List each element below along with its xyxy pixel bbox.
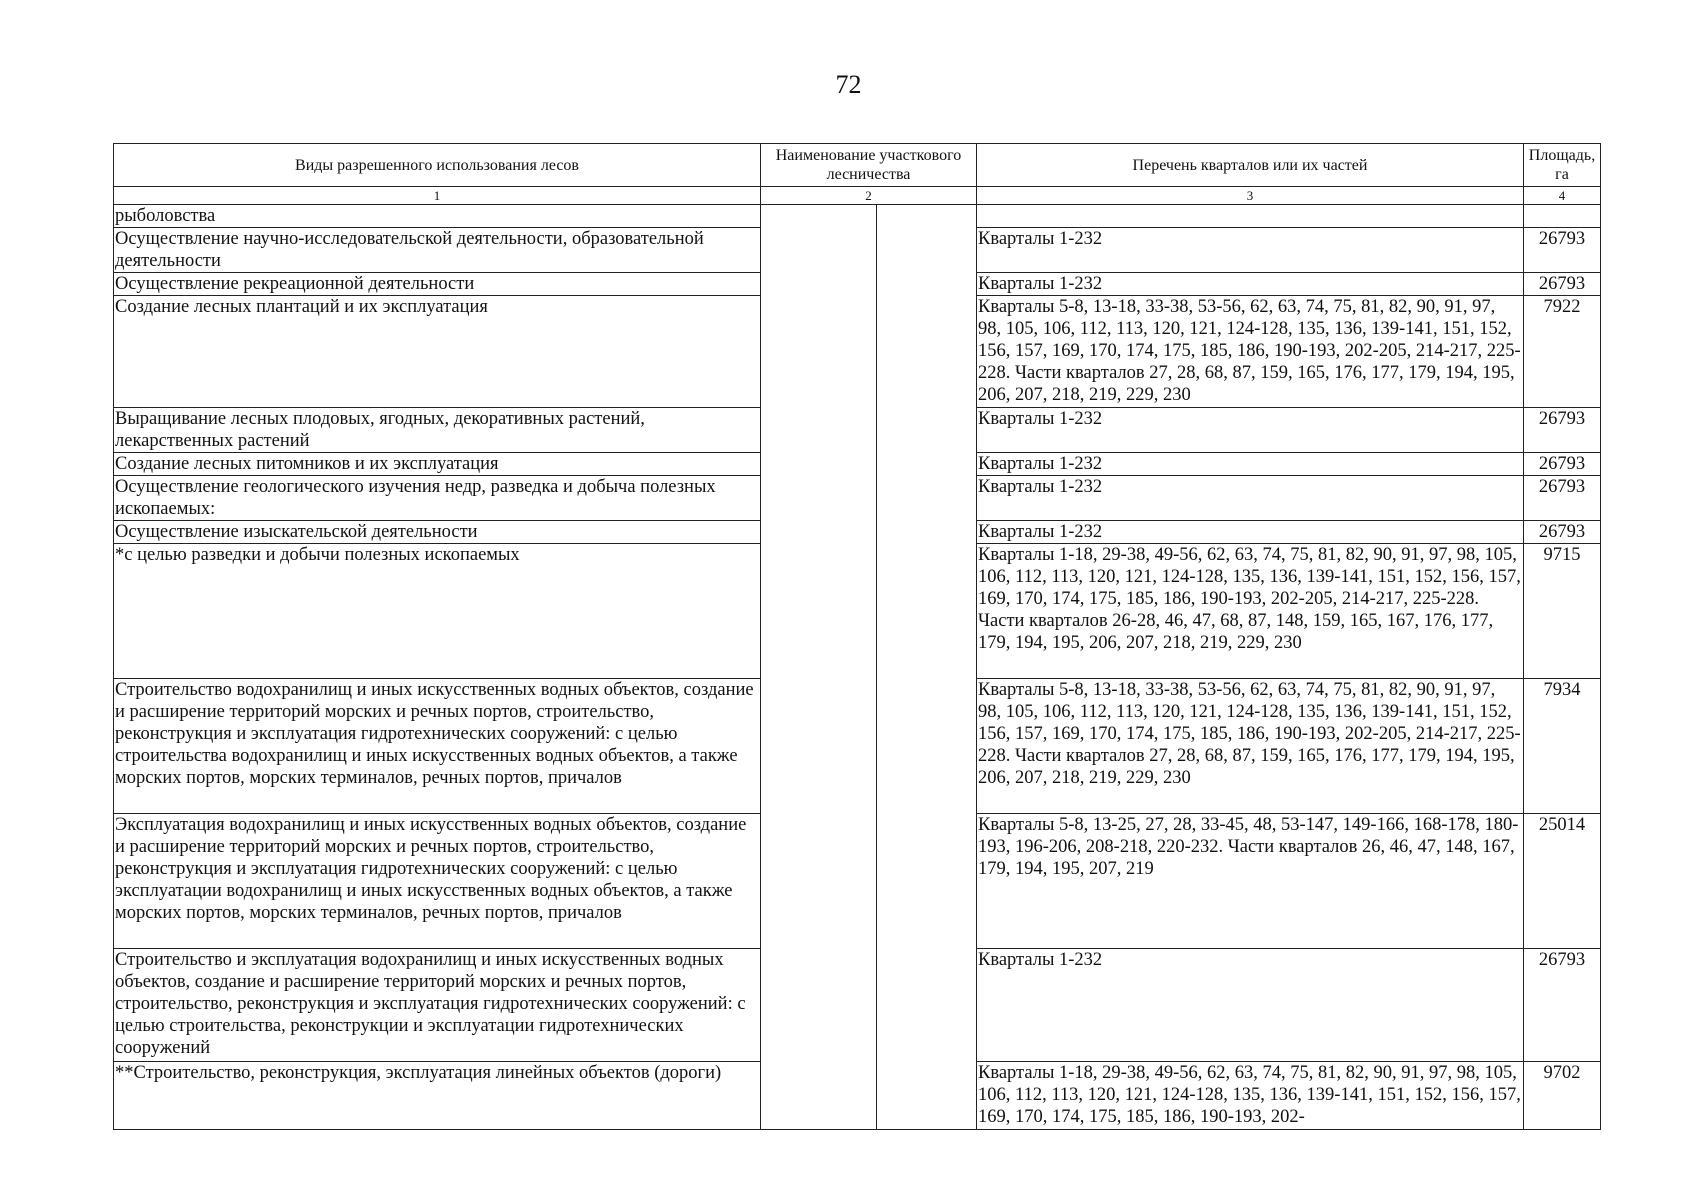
area-cell <box>1524 205 1601 228</box>
quarters-cell: Кварталы 1-232 <box>977 476 1524 521</box>
quarters-cell: Кварталы 5-8, 13-18, 33-38, 53-56, 62, 63, 74, 75, 81, 82, 90, 91, 97, 98, 105, 106, 112, 113, 120, 121, 124-128, 135, 136, 139-141, 151, 152, 156, 157, 169, 170, 174, 175, 185, 186, 190-193, 202-205, 214-217, 225-228. Части кварталов 27, 28, 68, 87, 159, 165, 176, 177, 179, 194, 195, 206, 207, 218, 219, 229, 230 <box>977 679 1524 814</box>
page-number: 72 <box>835 70 862 99</box>
area-cell: 26793 <box>1524 228 1601 273</box>
district-cell <box>761 205 977 1130</box>
use-cell: Осуществление изыскательской деятельности <box>114 521 761 544</box>
area-cell: 26793 <box>1524 949 1601 1062</box>
use-cell: Эксплуатация водохранилищ и иных искусственных водных объектов, создание и расширение территорий морских и речных портов, строительство, реконструкция и эксплуатация гидротехнических сооружений: с целью эксплуатации водохранилищ и иных искусственных водных объектов, а также морских портов, морских терминалов, речных портов, причалов <box>114 814 761 949</box>
area-cell: 26793 <box>1524 273 1601 296</box>
area-cell: 26793 <box>1524 453 1601 476</box>
use-cell: **Строительство, реконструкция, эксплуатация линейных объектов (дороги) <box>114 1062 761 1130</box>
quarters-cell: Кварталы 1-232 <box>977 949 1524 1062</box>
area-cell: 9715 <box>1524 544 1601 679</box>
use-cell: Строительство водохранилищ и иных искусственных водных объектов, создание и расширение территорий морских и речных портов, строительство, реконструкция и эксплуатация гидротехнических сооружений: с целью строительства водохранилищ и иных искусственных водных объектов, а также морских портов, морских терминалов, речных портов, причалов <box>114 679 761 814</box>
quarters-cell <box>977 205 1524 228</box>
column-divider <box>876 205 877 1129</box>
area-cell: 25014 <box>1524 814 1601 949</box>
column-number-1: 1 <box>114 187 761 205</box>
use-cell: Создание лесных питомников и их эксплуатация <box>114 453 761 476</box>
header-row <box>114 144 1601 187</box>
area-cell: 7934 <box>1524 679 1601 814</box>
quarters-cell: Кварталы 1-18, 29-38, 49-56, 62, 63, 74, 75, 81, 82, 90, 91, 97, 98, 105, 106, 112, 113, 120, 121, 124-128, 135, 136, 139-141, 151, 152, 156, 157, 169, 170, 174, 175, 185, 186, 190-193, 202- <box>977 1062 1524 1130</box>
area-cell: 26793 <box>1524 408 1601 453</box>
quarters-cell: Кварталы 5-8, 13-25, 27, 28, 33-45, 48, 53-147, 149-166, 168-178, 180-193, 196-206, 208-218, 220-232. Части кварталов 26, 46, 47, 148, 167, 179, 194, 195, 207, 219 <box>977 814 1524 949</box>
column-number-4: 4 <box>1524 187 1601 205</box>
quarters-cell: Кварталы 1-232 <box>977 521 1524 544</box>
quarters-cell: Кварталы 1-232 <box>977 453 1524 476</box>
quarters-cell: Кварталы 1-18, 29-38, 49-56, 62, 63, 74, 75, 81, 82, 90, 91, 97, 98, 105, 106, 112, 113, 120, 121, 124-128, 135, 136, 139-141, 151, 152, 156, 157, 169, 170, 174, 175, 185, 186, 190-193, 202-205, 214-217, 225-228. Части кварталов 26-28, 46, 47, 68, 87, 148, 159, 165, 167, 176, 177, 179, 194, 195, 206, 207, 218, 219, 229, 230 <box>977 544 1524 679</box>
area-cell: 7922 <box>1524 296 1601 408</box>
use-cell: *с целью разведки и добычи полезных ископаемых <box>114 544 761 679</box>
column-number-row <box>114 187 1601 205</box>
header-use-type: Виды разрешенного использования лесов <box>114 144 761 187</box>
header-quarters-list: Перечень кварталов или их частей <box>977 144 1524 187</box>
header-district-name: Наименование участкового лесничества <box>761 144 977 187</box>
area-cell: 9702 <box>1524 1062 1601 1130</box>
column-number-2: 2 <box>761 187 977 205</box>
table-row <box>114 205 1601 228</box>
use-cell: Создание лесных плантаций и их эксплуатация <box>114 296 761 408</box>
column-number-3: 3 <box>977 187 1524 205</box>
use-cell: Осуществление рекреационной деятельности <box>114 273 761 296</box>
use-cell: Строительство и эксплуатация водохранилищ и иных искусственных водных объектов, создание и расширение территорий морских и речных портов, строительство, реконструкция и эксплуатация гидротехнических сооружений: с целью строительства, реконструкции и эксплуатации гидротехнических сооружений <box>114 949 761 1062</box>
quarters-cell: Кварталы 1-232 <box>977 408 1524 453</box>
quarters-cell: Кварталы 1-232 <box>977 273 1524 296</box>
use-cell: Выращивание лесных плодовых, ягодных, декоративных растений, лекарственных растений <box>114 408 761 453</box>
area-cell: 26793 <box>1524 521 1601 544</box>
quarters-cell: Кварталы 5-8, 13-18, 33-38, 53-56, 62, 63, 74, 75, 81, 82, 90, 91, 97, 98, 105, 106, 112, 113, 120, 121, 124-128, 135, 136, 139-141, 151, 152, 156, 157, 169, 170, 174, 175, 185, 186, 190-193, 202-205, 214-217, 225-228. Части кварталов 27, 28, 68, 87, 159, 165, 176, 177, 179, 194, 195, 206, 207, 218, 219, 229, 230 <box>977 296 1524 408</box>
use-cell: Осуществление научно-исследовательской деятельности, образовательной деятельности <box>114 228 761 273</box>
use-cell: рыболовства <box>114 205 761 228</box>
area-cell: 26793 <box>1524 476 1601 521</box>
header-area: Площадь, га <box>1524 144 1601 187</box>
quarters-cell: Кварталы 1-232 <box>977 228 1524 273</box>
forest-use-table <box>113 143 1601 1130</box>
use-cell: Осуществление геологического изучения недр, разведка и добыча полезных ископаемых: <box>114 476 761 521</box>
